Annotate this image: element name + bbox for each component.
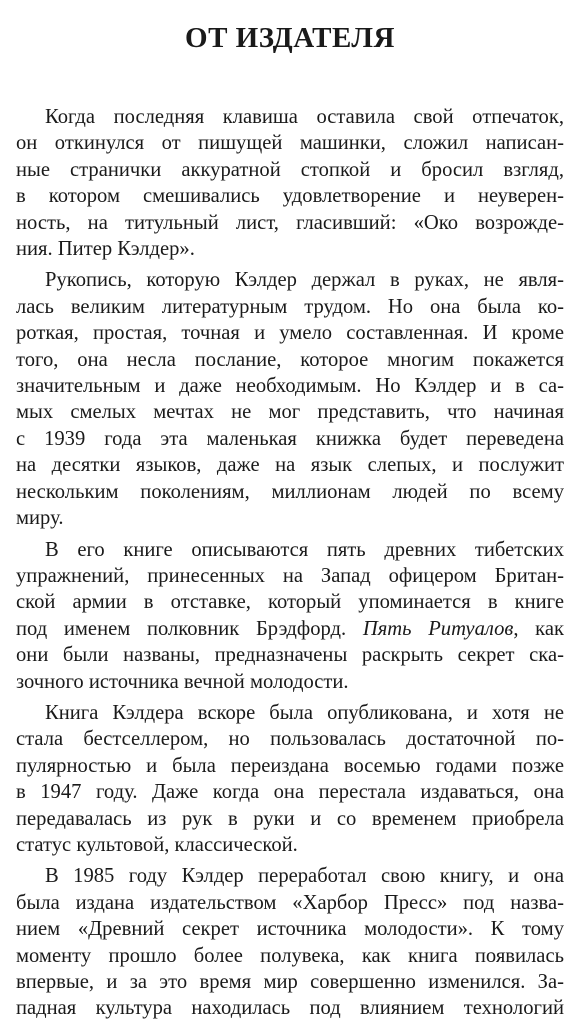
text-line: пулярностью и была переиздана восемью годами позже bbox=[16, 754, 564, 777]
text-line: моменту прошло более полувека, как книга появилась bbox=[16, 944, 564, 967]
text-line: ния. Питер Кэлдер». bbox=[16, 238, 195, 261]
text-line: впервые, и за это время мир совершенно изменился. За- bbox=[16, 971, 564, 993]
text-line: статус культовой, классической. bbox=[16, 833, 298, 856]
page-body bbox=[16, 104, 564, 1022]
page-title: ОТ ИЗДАТЕЛЯ bbox=[185, 22, 395, 54]
paragraph-2 bbox=[16, 267, 564, 531]
text-line: Рукопись, которую Кэлдер держал в руках, не явля- bbox=[45, 269, 564, 292]
text-line: роткая, простая, точная и умело составленная. И кроме bbox=[16, 322, 564, 345]
text-line: они были названы, предназначены раскрыть секрет ска- bbox=[16, 644, 564, 667]
text-line: упражнений, принесенных на Запад офицером Британ- bbox=[16, 564, 564, 587]
text-line: нескольким поколениям, миллионам людей по всему bbox=[16, 480, 564, 503]
text-line: он откинулся от пишущей машинки, сложил написан- bbox=[16, 132, 564, 155]
text-line: ской армии в отставке, который упоминается в книге bbox=[16, 591, 564, 614]
text-line: падная культура находилась под влиянием технологий bbox=[16, 997, 564, 1020]
text-line: на десятки языков, даже на язык слепых, и послужит bbox=[16, 454, 564, 477]
text-line: передавалась из рук в руки и со временем приобрела bbox=[16, 807, 564, 830]
text-segment: под именем полковник Брэдфорд. bbox=[16, 617, 363, 640]
text-line: стала бестселлером, но пользовалась достаточной по- bbox=[16, 728, 564, 751]
paragraph-3 bbox=[16, 537, 564, 695]
text-line: с 1939 года эта маленькая книжка будет переведена bbox=[16, 427, 564, 450]
text-line: значительным и даже необходимым. Но Кэлдер и в са- bbox=[16, 375, 564, 398]
text-line: мых смелых мечтах не мог представить, что начиная bbox=[16, 401, 564, 424]
text-line: миру. bbox=[16, 507, 64, 530]
paragraph-1 bbox=[16, 104, 564, 262]
text-line: В его книге описываются пять древних тибетских bbox=[45, 538, 564, 561]
italic-title: Пять Ритуалов bbox=[362, 617, 514, 640]
text-line: Книга Кэлдера вскоре была опубликована, и хотя не bbox=[45, 701, 564, 724]
text-line: Когда последняя клавиша оставила свой отпечаток, bbox=[45, 106, 564, 128]
text-line: ность, на титульный лист, гласивший: «Око возрожде- bbox=[16, 211, 564, 234]
paragraph-5 bbox=[16, 863, 564, 1021]
text-line: нием «Древний секрет источника молодости». К тому bbox=[16, 918, 564, 941]
text-line: в котором смешивались удовлетворение и неуверен- bbox=[16, 185, 564, 208]
text-line: ные странички аккуратной стопкой и бросил взгляд, bbox=[16, 158, 564, 181]
text-segment: , как bbox=[513, 617, 565, 640]
text-line: в 1947 году. Даже когда она перестала издаваться, она bbox=[16, 781, 564, 804]
text-line bbox=[16, 616, 564, 642]
text-line: того, она несла послание, которое многим покажется bbox=[16, 348, 564, 371]
paragraph-4 bbox=[16, 700, 564, 858]
text-line: В 1985 году Кэлдер переработал свою книгу, и она bbox=[45, 865, 564, 888]
text-line: была издана издательством «Харбор Пресс» под назва- bbox=[16, 891, 564, 914]
text-line: зочного источника вечной молодости. bbox=[16, 670, 349, 693]
text-line: лась великим литературным трудом. Но она была ко- bbox=[16, 295, 564, 318]
